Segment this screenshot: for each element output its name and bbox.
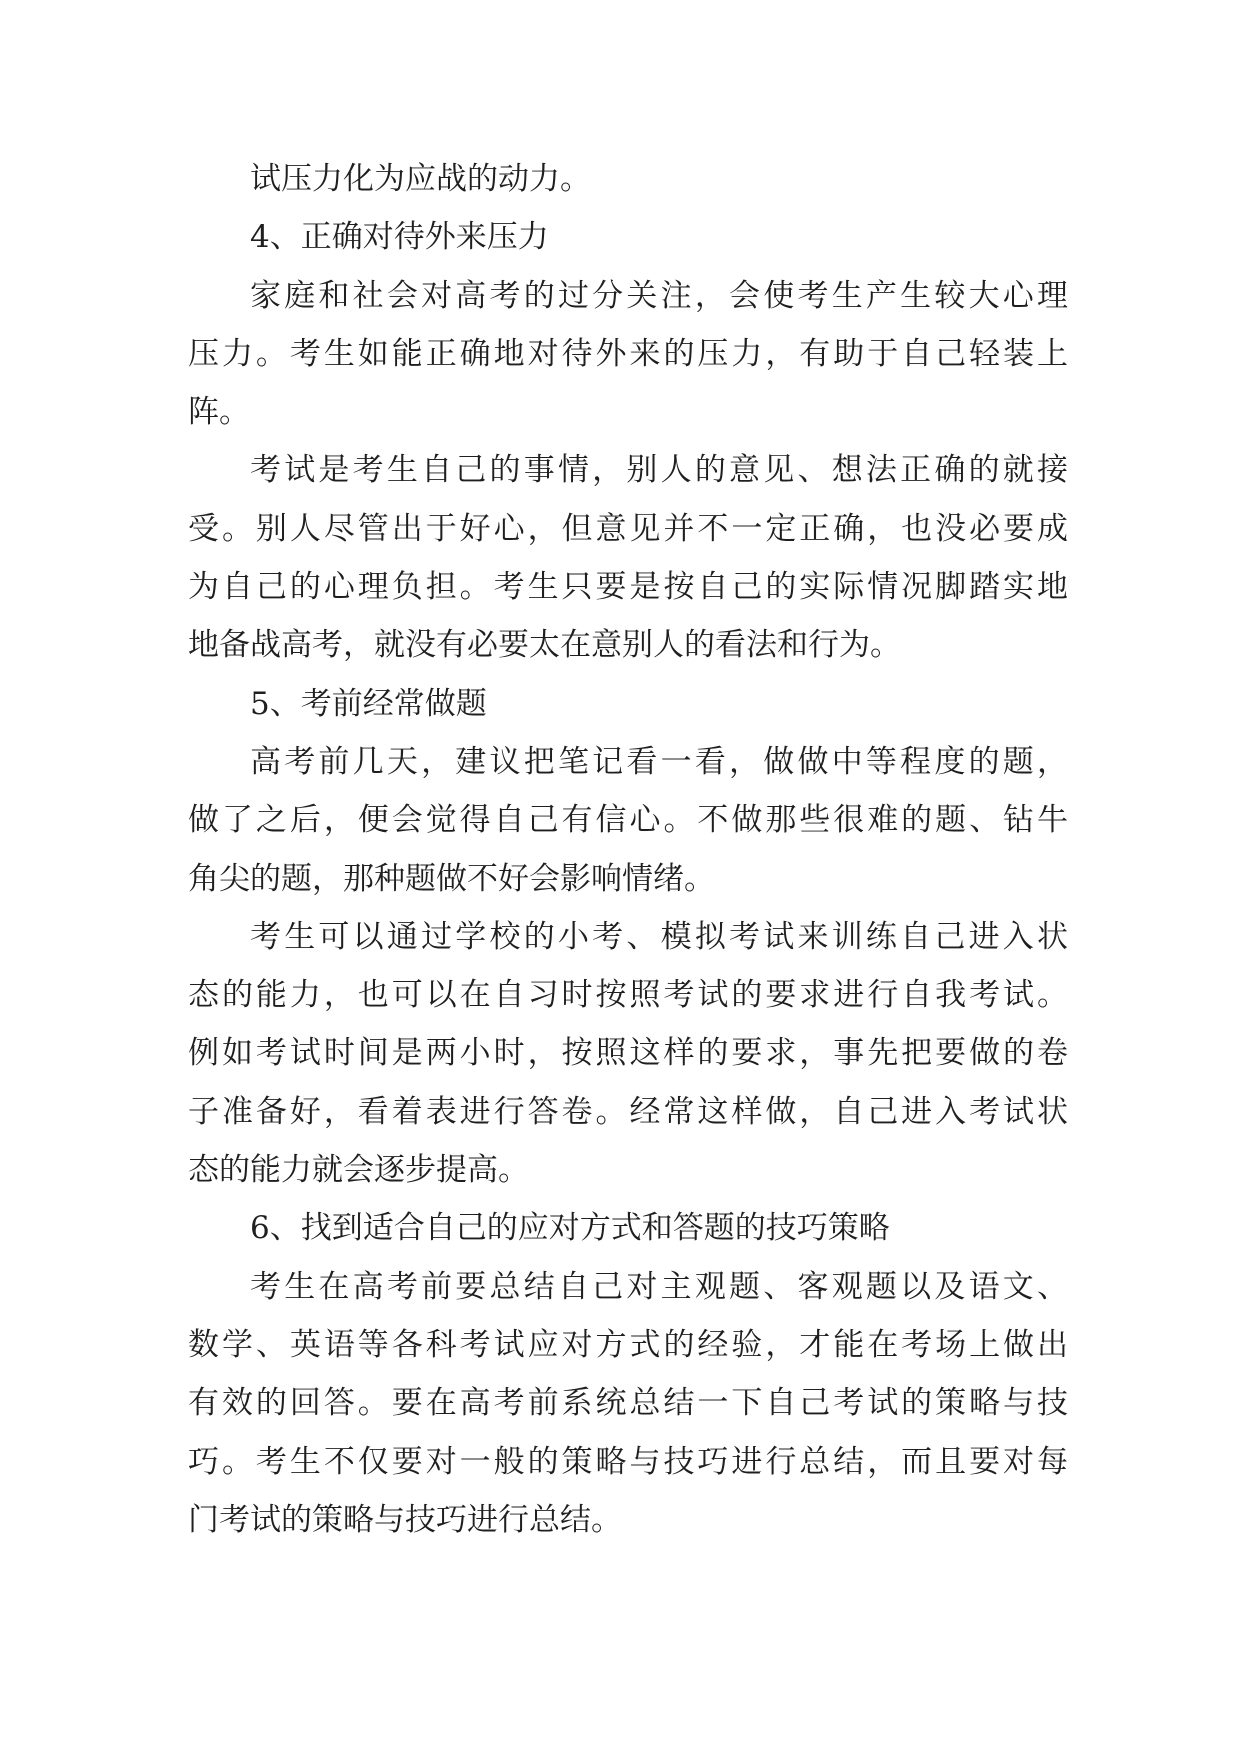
text-line-12: 做了之后，便会觉得自己有信心。不做那些很难的题、钻牛 <box>188 802 1068 839</box>
text-line-14: 考生可以通过学校的小考、模拟考试来训练自己进入状 <box>250 918 1068 955</box>
text-line-1: 试压力化为应战的动力。 <box>250 161 591 197</box>
text-line-18: 态的能力就会逐步提高。 <box>188 1152 529 1189</box>
text-line-7: 受。别人尽管出于好心，但意见并不一定正确，也没必要成 <box>188 510 1068 547</box>
text-line-6: 考试是考生自己的事情，别人的意见、想法正确的就接 <box>250 452 1068 489</box>
text-line-24: 门考试的策略与技巧进行总结。 <box>188 1501 622 1538</box>
text-line-11: 高考前几天，建议把笔记看一看，做做中等程度的题， <box>250 743 1068 780</box>
heading-6: 6、找到适合自己的应对方式和答题的技巧策略 <box>250 1210 890 1247</box>
heading-5: 5、考前经常做题 <box>250 685 487 722</box>
text-line-21: 数学、英语等各科考试应对方式的经验，才能在考场上做出 <box>188 1326 1068 1363</box>
text-line-20: 考生在高考前要总结自己对主观题、客观题以及语文、 <box>250 1268 1068 1305</box>
text-line-5: 阵。 <box>188 394 250 431</box>
text-line-8: 为自己的心理负担。考生只要是按自己的实际情况脚踏实地 <box>188 569 1068 606</box>
text-line-4: 压力。考生如能正确地对待外来的压力，有助于自己轻装上 <box>188 335 1068 372</box>
text-line-15: 态的能力，也可以在自习时按照考试的要求进行自我考试。 <box>188 977 1068 1014</box>
text-line-3: 家庭和社会对高考的过分关注，会使考生产生较大心理 <box>250 277 1068 314</box>
text-line-13: 角尖的题，那种题做不好会影响情绪。 <box>188 860 715 897</box>
heading-4: 4、正确对待外来压力 <box>250 219 549 256</box>
text-line-16: 例如考试时间是两小时，按照这样的要求，事先把要做的卷 <box>188 1035 1068 1072</box>
text-line-9: 地备战高考，就没有必要太在意别人的看法和行为。 <box>188 627 901 664</box>
text-line-23: 巧。考生不仅要对一般的策略与技巧进行总结，而且要对每 <box>188 1443 1068 1480</box>
document-page <box>188 150 1068 1549</box>
text-line-22: 有效的回答。要在高考前系统总结一下自己考试的策略与技 <box>188 1385 1068 1422</box>
text-line-17: 子准备好，看着表进行答卷。经常这样做，自己进入考试状 <box>188 1093 1068 1130</box>
